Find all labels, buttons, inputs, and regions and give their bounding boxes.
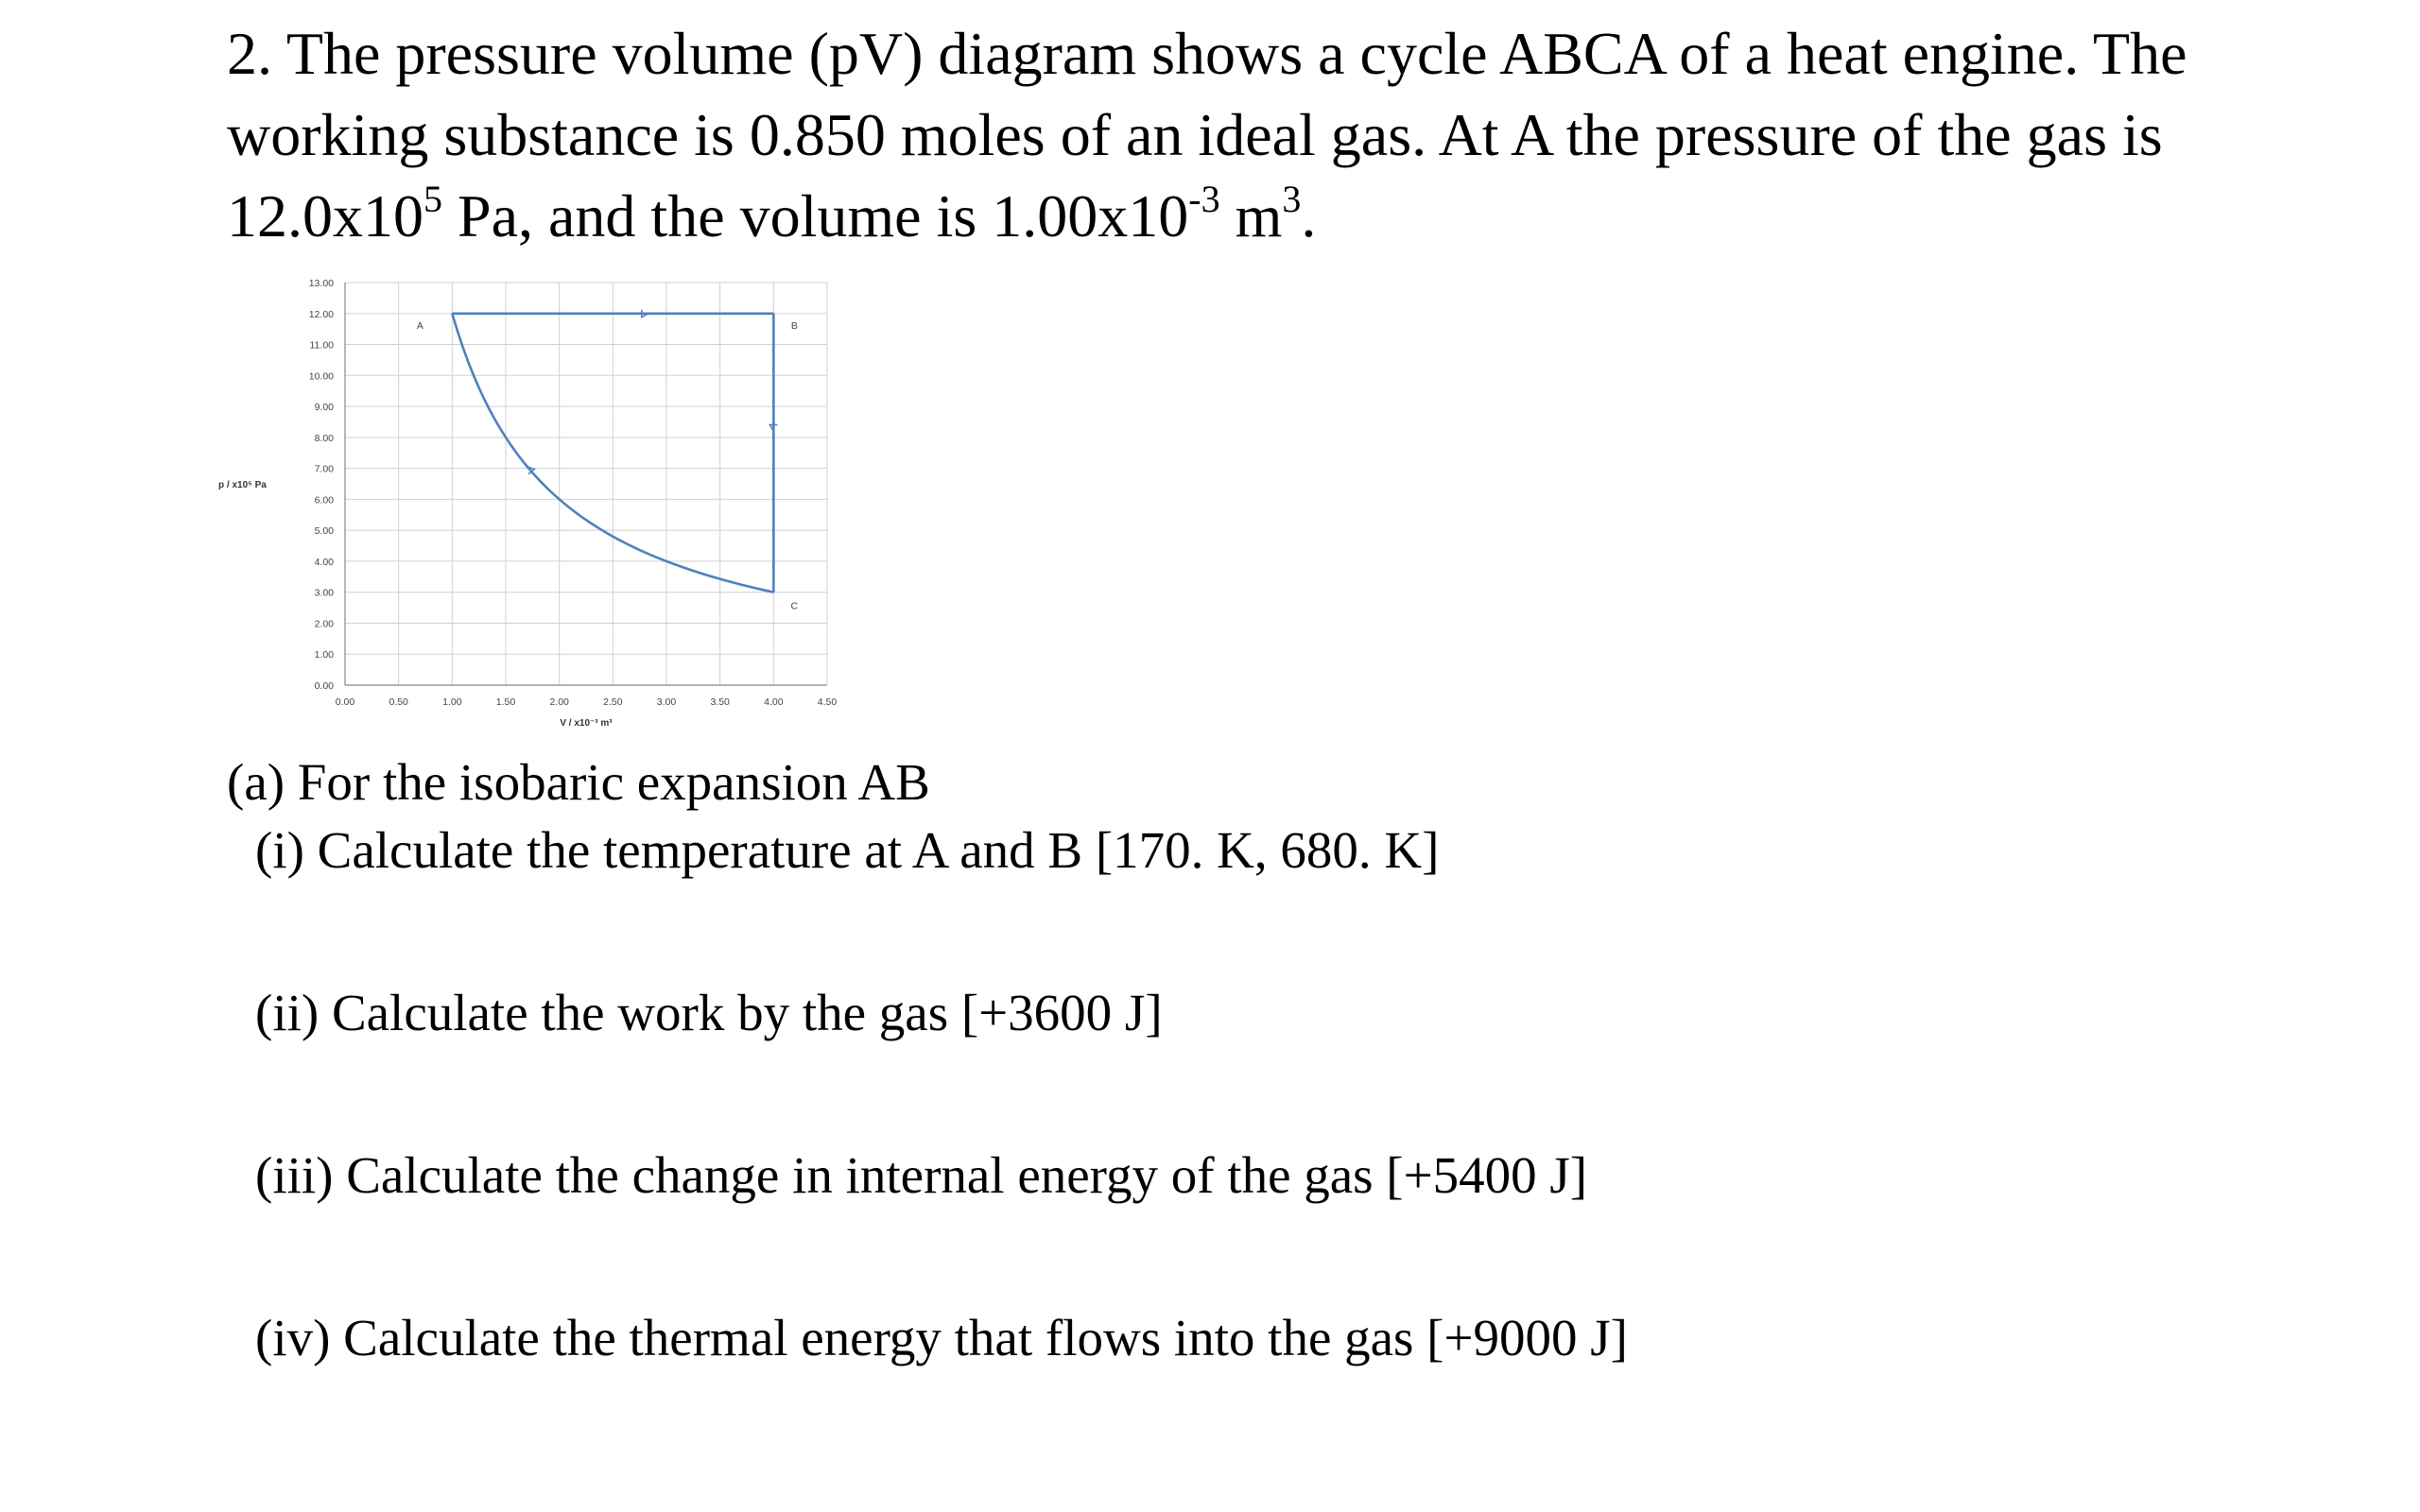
point-label-B: B: [790, 319, 798, 332]
chart-axes: [345, 283, 827, 685]
y-tick-label: 9.00: [314, 402, 334, 414]
point-label-C: C: [790, 600, 799, 612]
question-ii: (ii) Calculate the work by the gas [+3600 J]: [255, 984, 1163, 1041]
y-tick-label: 5.00: [314, 525, 334, 538]
chart-point-labels: [417, 320, 799, 612]
unit-exponent: 3: [1282, 177, 1302, 220]
chart-curves: [452, 310, 777, 593]
y-tick-label: 11.00: [309, 339, 334, 352]
question-iv: (iv) Calculate the thermal energy that flows into the gas [+9000 J]: [255, 1309, 1628, 1366]
y-tick-label: 3.00: [314, 587, 334, 599]
y-tick-label: 2.00: [314, 618, 334, 630]
y-axis-label: p / x10⁵ Pa: [218, 480, 267, 490]
chart-ticks: [309, 278, 838, 708]
x-tick-label: 3.50: [710, 696, 730, 708]
question-a: (a) For the isobaric expansion AB: [227, 753, 930, 811]
problem-statement: [227, 13, 2307, 257]
x-tick-label: 3.00: [656, 696, 677, 708]
problem-number: 2.: [227, 20, 272, 87]
x-tick-label: 0.00: [335, 696, 355, 708]
pv-diagram: [212, 268, 855, 760]
problem-text: 2. The pressure volume (pV) diagram shows a cycle ABCA of a heat engine. The working substance is 0.850 moles of an ideal gas. At A the pressure of the gas is $12.0x10^5$ Pa, and the volume is $1.00x10^{-3}$ $m^3$.: [227, 20, 2187, 249]
question-i: (i) Calculate the temperature at A and B [170. K, 680. K]: [255, 821, 1440, 879]
point-label-A: A: [416, 319, 424, 332]
pressure-exponent: 5: [424, 177, 442, 220]
x-tick-label: 0.50: [389, 696, 408, 708]
x-tick-label: 4.00: [764, 696, 784, 708]
y-tick-label: 0.00: [314, 680, 334, 692]
y-tick-label: 10.00: [308, 370, 334, 383]
y-tick-label: 13.00: [308, 278, 334, 289]
y-tick-label: 4.00: [314, 556, 334, 568]
x-tick-label: 1.00: [442, 696, 462, 708]
x-tick-label: 2.50: [603, 696, 623, 708]
question-iii: (iii) Calculate the change in internal energy of the gas [+5400 J]: [255, 1146, 1588, 1204]
chart-grid: [345, 283, 827, 685]
x-tick-label: 4.50: [817, 696, 838, 708]
y-tick-label: 1.00: [314, 649, 334, 662]
x-tick-label: 1.50: [495, 696, 516, 708]
x-axis-label: V / x10⁻³ m³: [560, 718, 613, 729]
y-tick-label: 6.00: [314, 494, 334, 507]
y-tick-label: 8.00: [314, 432, 334, 444]
volume-exponent: -3: [1188, 177, 1220, 220]
y-tick-label: 12.00: [308, 308, 334, 320]
x-tick-label: 2.00: [549, 696, 569, 708]
y-tick-label: 7.00: [314, 463, 334, 475]
